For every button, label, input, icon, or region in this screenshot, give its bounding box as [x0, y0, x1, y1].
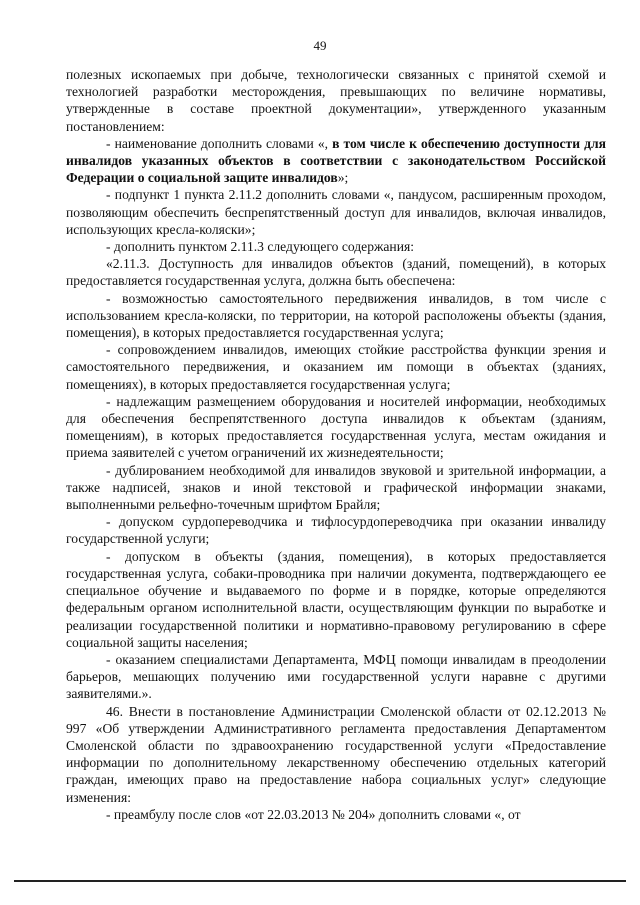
list-item-equipment-placement: - надлежащим размещением оборудования и носителей информации, необходимых для обеспечения беспрепятственного доступа инвалидов к объектам (зданиям, помещениям), в которых предоставляется государственная услуга, местам ожидания и приема заявителей с учетом ограничений их жизнедеятельности; [66, 393, 606, 461]
list-item-braille-duplication: - дублированием необходимой для инвалидов звуковой и зрительной информации, а также надписей, знаков и иной текстовой и графической информации знаками, выполненными рельефно-точечным шрифтом Брайля; [66, 462, 606, 513]
paragraph-continuation: полезных ископаемых при добыче, технологически связанных с принятой схемой и технологией разработки месторождения, превышающих по величине нормативы, утвержденные в составе проектной документации», утвержденного указанным постановлением: [66, 67, 606, 134]
list-item-sign-interpreter: - допуском сурдопереводчика и тифлосурдопереводчика при оказании инвалиду государственной услуги; [66, 514, 606, 547]
list-item-specialist-assistance: - оказанием специалистами Департамента, МФЦ помощи инвалидам в преодолении барьеров, мешающих получению ими государственной услуги наравне с другими заявителями.». [66, 651, 606, 702]
paragraph-item-46: 46. Внести в постановление Администрации Смоленской области от 02.12.2013 № 997 «Об утверждении Административного регламента предоставления Департаментом Смоленской области по здравоохранению государственной услуги «Предоставление информации по дополнительному лекарственному обеспечению отдельных категорий граждан, имеющих право на предоставление набора социальных услуг» следующие изменения: [66, 703, 606, 805]
amendment-bold-text: в том числе к обеспечению доступности для инвалидов указанных объектов в соответствии с законодательством Российской Федерации о социальной защите инвалидов [66, 135, 606, 186]
list-item-independent-movement: - возможностью самостоятельного передвижения инвалидов, в том числе с использованием кресла-коляски, по территории, на которой расположены объекты (здания, помещения), в которых предоставляется государственная услуга; [66, 290, 606, 341]
list-item-escort: - сопровождением инвалидов, имеющих стойкие расстройства функции зрения и самостоятельного передвижения, и оказанием им помощи в объектах (зданиях, помещениях), в которых предоставляется государственная услуга; [66, 342, 606, 392]
document-body [66, 66, 606, 823]
page-number: 49 [313, 38, 327, 53]
paragraph-add-point: - дополнить пунктом 2.11.3 следующего содержания: [106, 239, 415, 255]
paragraph-preamble-amendment: - преамбулу после слов «от 22.03.2013 № 204» дополнить словами «, от [106, 806, 521, 822]
list-item-guide-dog: - допуском в объекты (здания, помещения), в которых предоставляется государственная услуга, собаки-проводника при наличии документа, подтверждающего ее специальное обучение и выдаваемого по форме и в порядке, которые определяются федеральным органом исполнительной власти, осуществляющим функции по выработке и реализации государственной политики и нормативно-правовому регулированию в сфере социальной защиты населения; [66, 548, 606, 650]
paragraph-point-2-11-3: «2.11.3. Доступность для инвалидов объектов (зданий, помещений), в которых предоставляется государственная услуга, должна быть обеспечена: [66, 256, 606, 289]
bottom-rule [14, 880, 626, 882]
amendment-lead-text: - наименование дополнить словами «, [106, 135, 333, 151]
paragraph-name-amendment [66, 135, 606, 187]
amendment-tail-text: »; [337, 170, 349, 186]
paragraph-subpoint-amendment: - подпункт 1 пункта 2.11.2 дополнить словами «, пандусом, расширенным проходом, позволяющим обеспечить беспрепятственный доступ для инвалидов, включая инвалидов, использующих кресла-коляски»; [66, 187, 606, 237]
